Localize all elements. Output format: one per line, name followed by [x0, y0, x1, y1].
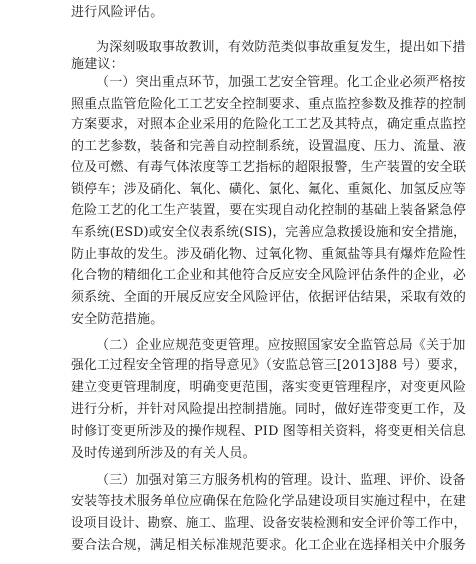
text-line-1: 进行风险评估。	[71, 5, 164, 20]
text-line-2: 为深刻吸取事故教训，有效防范类似事故重复发生，提出如下措	[96, 40, 466, 55]
text-line-13: 化合物的精细化工企业和其他符合反应安全风险评估条件的企业，必	[71, 268, 467, 283]
text-line-9: 锁停车；涉及硝化、氧化、磺化、氯化、氟化、重氮化、加氢反应等	[71, 182, 467, 197]
text-line-5: 照重点监管危险化工工艺安全控制要求、重点监控参数及推荐的控制	[71, 97, 467, 112]
text-line-8: 位及可燃、有毒气体浓度等工艺指标的超限报警，生产装置的安全联	[71, 160, 467, 175]
text-line-14: 须系统、全面的开展反应安全风险评估，依据评估结果，采取有效的	[71, 290, 467, 305]
text-line-21: 及时传递到所涉及的有关人员。	[71, 446, 256, 461]
text-line-12: 防止事故的发生。涉及硝化物、过氧化物、重氮盐等具有爆炸危险性	[71, 247, 467, 262]
text-line-23: 安装等技术服务单位应确保在危险化学品建设项目实施过程中，在建	[71, 494, 467, 509]
text-line-20: 时修订变更所涉及的操作规程、PID 图等相关资料，将变更相关信息	[71, 424, 466, 439]
text-line-19: 进行分析，并针对风险提出控制措施。同时，做好连带变更工作，及	[71, 402, 467, 417]
text-line-4: （一）突出重点环节，加强工艺安全管理。化工企业必须严格按	[96, 75, 466, 90]
text-line-18: 建立变更管理制度，明确变更范围，落实变更管理程序，对变更风险	[71, 380, 467, 395]
text-line-15: 安全防范措施。	[71, 312, 164, 327]
text-line-7: 的工艺参数，装备和完善自动控制系统，设置温度、压力、流量、液	[71, 139, 467, 154]
text-line-10: 危险工艺的化工生产装置，要在实现自动化控制的基础上装备紧急停	[71, 203, 467, 218]
text-line-25: 要合法合规，满足相关标准规范要求。化工企业在选择相关中介服务	[71, 538, 467, 553]
text-line-24: 设项目设计、勘察、施工、监理、设备安装检测和安全评价等工作中，	[71, 516, 467, 531]
text-line-3: 施建议：	[71, 57, 124, 72]
text-line-6: 方案要求，对照本企业采用的危险化工工艺及其特点，确定重点监控	[71, 117, 467, 132]
text-line-16: （二）企业应规范变更管理。应按照国家安全监管总局《关于加	[96, 338, 466, 353]
text-line-11: 车系统(ESD)或安全仪表系统(SIS)，完善应急救援设施和安全措施，	[71, 225, 467, 240]
text-line-22: （三）加强对第三方服务机构的管理。设计、监理、评价、设备	[96, 473, 466, 488]
text-line-17: 强化工过程安全管理的指导意见》（安监总管三[2013]88 号）要求，	[71, 358, 467, 373]
